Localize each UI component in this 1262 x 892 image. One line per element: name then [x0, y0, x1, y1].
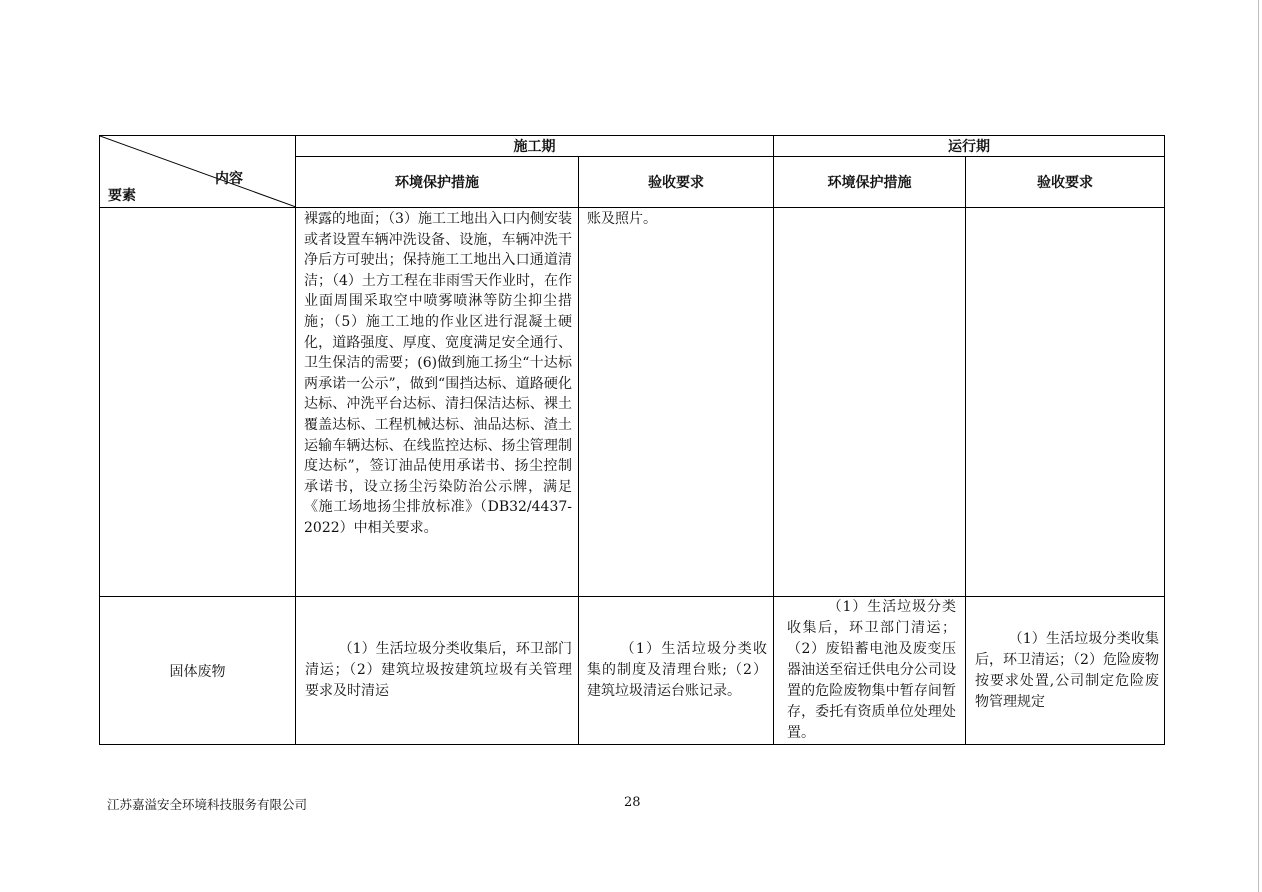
header-row-periods [100, 136, 1165, 157]
operation-acceptance-header: 验收要求 [966, 157, 1165, 208]
construction-period-header: 施工期 [296, 136, 774, 157]
corner-content-label: 内容 [215, 171, 243, 187]
solid-construction-acceptance-cell [579, 597, 774, 745]
construction-measures-header: 环境保护措施 [296, 157, 579, 208]
dust-construction-acceptance-text: 账及照片。 [587, 211, 657, 227]
solid-construction-acceptance-text: （1）生活垃圾分类收集的制度及清理台账;（2）建筑垃圾清运台账记录。 [587, 641, 767, 699]
dust-row [100, 208, 1165, 597]
construction-acceptance-header: 验收要求 [579, 157, 774, 208]
solid-operation-acceptance-text: （1）生活垃圾分类收集后，环卫清运；（2）危险废物按要求处置,公司制定危险废物管理规定 [975, 630, 1159, 710]
dust-construction-measures-cell [296, 208, 579, 597]
page-edge [1258, 0, 1259, 892]
solid-operation-measures-text: （1）生活垃圾分类收集后，环卫部门清运；（2）废铅蓄电池及废变压器油送至宿迁供电分公司设置的危险废物集中暂存间暂存，委托有资质单位处理处置。 [787, 599, 956, 741]
solid-operation-acceptance-cell [966, 597, 1165, 745]
solid-construction-measures-text: （1）生活垃圾分类收集后，环卫部门清运；（2）建筑垃圾按建筑垃圾有关管理要求及时清运 [305, 641, 572, 699]
footer-page-number: 28 [624, 795, 641, 810]
solid-waste-row [100, 597, 1165, 745]
corner-element-label: 要素 [108, 188, 136, 204]
dust-operation-acceptance-cell [966, 208, 1165, 597]
solid-waste-element-label: 固体废物 [169, 663, 226, 680]
dust-construction-measures-text: 裸露的地面；（3）施工工地出入口内侧安装或者设置车辆冲洗设备、设施，车辆冲洗干净后方可驶出；保持施工工地出入口通道清洁；（4）土方工程在非雨雪天作业时，在作业面周围采取空中喷雾喷淋等防尘抑尘措施；（5）施工工地的作业区进行混凝土硬化，道路强度、厚度、宽度满足安全通行、卫生保洁的需要；(6)做到施工扬尘“十达标两承诺一公示”，做到“围挡达标、道路硬化达标、冲洗平台达标、清扫保洁达标、裸土覆盖达标、工程机械达标、油品达标、渣土运输车辆达标、在线监控达标、扬尘管理制度达标”，签订油品使用承诺书、扬尘控制承诺书，设立扬尘污染防治公示牌，满足《施工场地扬尘排放标准》（DB32/4437-2022）中相关要求。 [304, 211, 572, 536]
dust-construction-acceptance-cell [579, 208, 774, 597]
solid-operation-measures-cell [774, 597, 966, 745]
operation-period-header: 运行期 [774, 136, 1165, 157]
operation-measures-header: 环境保护措施 [774, 157, 966, 208]
solid-construction-measures-cell [296, 597, 579, 745]
dust-operation-measures-cell [774, 208, 966, 597]
corner-header-cell [100, 136, 296, 208]
environment-measures-table [99, 135, 1165, 745]
dust-element-cell [100, 208, 296, 597]
solid-waste-element-cell [100, 597, 296, 745]
footer-company: 江苏嘉溢安全环境科技服务有限公司 [107, 797, 308, 812]
